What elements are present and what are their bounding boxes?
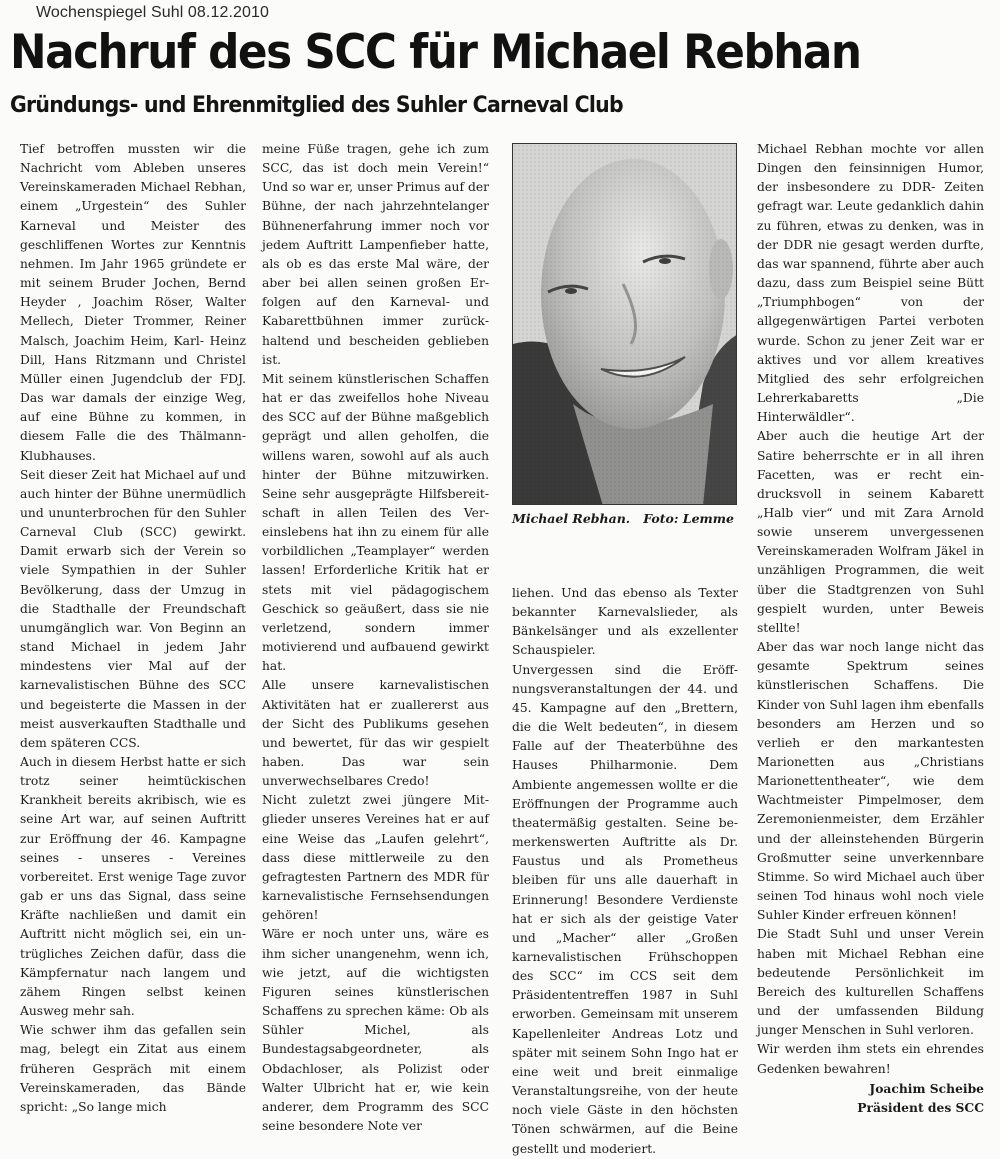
subheadline: Gründungs- und Ehrenmitglied des Suhler Carneval Club bbox=[10, 93, 623, 118]
portrait-illustration bbox=[513, 144, 737, 505]
paragraph: Die Stadt Suhl und unser Verein haben mit Michael Rebhan eine bedeutende Persönlichkeit im Bereich des kulturellen Schaffens und der umfassenden Bildung junger Menschen in Suhl verloren. bbox=[757, 927, 984, 1038]
portrait-photo bbox=[512, 143, 737, 505]
signature-role: Präsident des SCC bbox=[857, 1099, 984, 1115]
paragraph: Unvergessen sind die Eröffnungsveranstaltungen der 44. und 45. Kampagne auf den „Brettern, die die Welt bedeuten“, in diesem Falle auf der Theaterbühne des Hauses Philharmonie. Dem Ambiente angemessen wollte er die Eröffnungen der Programme auch theatermäßig gestalten. Seine bemerkenswerten Auftritte als Dr. Faustus und als Prometheus bleiben für uns alle dauerhaft in Erinnerung! Besondere Verdienste hat er sich als der geistige Vater und „Macher“ aller „Großen karnevalistischen Frühschoppen des SCC“ im CCS seit dem Präsidententreffen 1987 in Suhl erworben. Gemeinsam mit unserem Kapellenleiter Andreas Lotz und später mit seinem Sohn Ingo hat er eine weit und breit einmalige Veranstaltungsreihe, von der heute noch viele Gäste in den höchsten Tönen schwärmen, auf die Beine gestellt und moderiert. bbox=[512, 662, 738, 1156]
paragraph: Mit seinem künstlerischen Schaffen hat er das zweifellos hohe Niveau des SCC auf der Bühne maßgeblich geprägt und allen geholfen, die willens waren, sowohl auf als auch hinter der Bühne mitzuwirken. Seine sehr ausgeprägte Hilfsbereitschaft in allen Teilen des Vereinslebens hat ihn zu einem für alle vorbildlichen „Teamplayer“ werden lassen! Erforderliche Kritik hat er stets mit viel pädagogischem Geschick so geäußert, dass sie nie verletzend, sondern immer motivierend und aufbauend gewirkt hat. bbox=[262, 371, 489, 674]
paragraph: Nicht zuletzt zwei jüngere Mitglieder unseres Vereines hat er auf eine Weise das „Laufen gelehrt“, dass diese mittlerweile zu den gefragtesten Partnern des MDR für karnevalistische Fernsehsendungen gehören! bbox=[262, 793, 489, 923]
paragraph: Auch in diesem Herbst hatte er sich trotz seiner heimtückischen Krankheit bereits akribisch, wie es seine Art war, auf seinen Auftritt zur Eröffnung der 46. Kampagne seines - unseres - Vereines vorbereitet. Erst wenige Tage zuvor gab er uns das Signal, dass seine Kräfte nachließen und damit ein Auftritt nicht möglich sei, ein untrügliches Zeichen dafür, dass die Kämpfernatur nach langem und zähem Ringen selbst keinen Ausweg mehr sah. bbox=[20, 755, 246, 1019]
paragraph: meine Füße tragen, gehe ich zum SCC, das ist doch mein Verein!“ Und so war er, unser Primus auf der Bühne, der nach jahrzehntelanger Bühnenerfahrung immer noch vor jedem Auftritt Lampenfieber hatte, als ob es das erste Mal wäre, der aber bei allen seinen großen Erfolgen auf den Karneval- und Kabarettbühnen immer zurückhaltend und bescheiden geblieben ist. bbox=[262, 142, 489, 367]
paragraph: Wie schwer ihm das gefallen sein mag, belegt ein Zitat aus einem früheren Gespräch mit einem Vereinskameraden, das Bände spricht: „So lange mich bbox=[20, 1023, 246, 1114]
paragraph: Michael Rebhan mochte vor allen Dingen den feinsinnigen Humor, der insbesondere zu DDR- Zeiten gefragt war. Leute gedanklich dahin zu führen, etwas zu denken, was in der DDR nie gesagt werden durfte, das war spannend, führte aber auch dazu, dass zum Beispiel seine Bütt „Triumphbogen“ von der allgegenwärtigen Partei verboten wurde. Schon zu jener Zeit war er aktives und vor allem kreatives Mitglied des sehr erfolgreichen Lehrerkabaretts „Die Hinterwäldler“. bbox=[757, 142, 984, 425]
paragraph: Aber das war noch lange nicht das gesamte Spektrum seines künstlerischen Schaffens. Die Kinder von Suhl lagen ihm ebenfalls besonders am Herzen und so verlieh er den markantesten Marionetten aus „Christians Marionettentheater“, wie dem Wachtmeister Pimpelmoser, dem Zeremonienmeister, dem Erzähler und der alleinstehenden Bürgerin Großmutter seine unverkennbare Stimme. So wird Michael auch über seinen Tod hinaus wohl noch viele Suhler Kinder erfreuen können! bbox=[757, 640, 984, 923]
publication-source: Wochenspiegel Suhl 08.12.2010 bbox=[36, 4, 270, 21]
article-column-1 bbox=[20, 140, 246, 1117]
paragraph: Seit dieser Zeit hat Michael auf und auch hinter der Bühne unermüdlich und ununterbrochen für den Suhler Carneval Club (SCC) gewirkt. Damit erwarb sich der Verein so viele Sympathien in der Suhler Bevölkerung, dass der Umzug in die Stadthalle der Freundschaft unumgänglich war. Von Beginn an stand Michael in jedem Jahr mindestens vier Mal auf der karnevalistischen Bühne des SCC und begeisterte die Massen in der meist ausverkauften Stadthalle und dem späteren CCS. bbox=[20, 467, 246, 750]
paragraph: Alle unsere karnevalistischen Aktivitäten hat er zuallererst aus der Sicht des Publikums gesehen und bewertet, für das wir gespielt haben. Das war sein unverwechselbares Credo! bbox=[262, 678, 489, 789]
paragraph: Wäre er noch unter uns, wäre es ihm sicher unangenehm, wenn ich, wie jetzt, auf die wichtigsten Figuren seines künstlerischen Schaffens zu sprechen käme: Ob als Sühler Michel, als Bundestagsabgeordneter, als Obdachloser, als Polizist oder Walter Ulbricht hat er, wie kein anderer, dem Programm des SCC seine besondere Note ver bbox=[262, 927, 489, 1133]
paragraph: liehen. Und das ebenso als Texter bekannter Karnevalslieder, als Bänkelsänger und als exzellenter Schauspieler. bbox=[512, 586, 738, 658]
signature-name: Joachim Scheibe bbox=[869, 1080, 984, 1096]
paragraph: Aber auch die heutige Art der Satire beherrschte er in all ihren Facetten, was er recht eindrucksvoll in seinem Kabarett „Halb vier“ und mit Zara Arnold sowie unserem unvergessenen Vereinskameraden Wolfram Jäkel in unzähligen Programmen, die weit über die Stadtgrenzen von Suhl gespielt wurden, unter Beweis stellte! bbox=[757, 429, 984, 635]
photo-caption: Michael Rebhan. Foto: Lemme bbox=[512, 511, 734, 526]
article-column-2 bbox=[262, 140, 489, 1136]
article-column-4 bbox=[757, 140, 984, 1117]
paragraph: Wir werden ihm stets ein ehrendes Gedenken bewahren! bbox=[757, 1042, 984, 1076]
headline: Nachruf des SCC für Michael Rebhan bbox=[10, 25, 861, 80]
article-column-3 bbox=[512, 584, 738, 1159]
paragraph: Tief betroffen mussten wir die Nachricht vom Ableben unseres Vereinskameraden Michael Rebhan, einem „Urgestein“ des Suhler Karneval und Meister des geschliffenen Wortes zur Kenntnis nehmen. Im Jahr 1965 gründete er mit seinem Bruder Jochen, Bernd Heyder , Joachim Röser, Walter Mellech, Dieter Trommer, Reiner Malsch, Joachim Heim, Karl- Heinz Dill, Hans Ritzmann und Christel Müller einen Jugendclub der FDJ. Das war damals der einzige Weg, auf eine Bühne zu kommen, in diesem Falle die des Thälmann- Klubhauses. bbox=[20, 142, 246, 463]
